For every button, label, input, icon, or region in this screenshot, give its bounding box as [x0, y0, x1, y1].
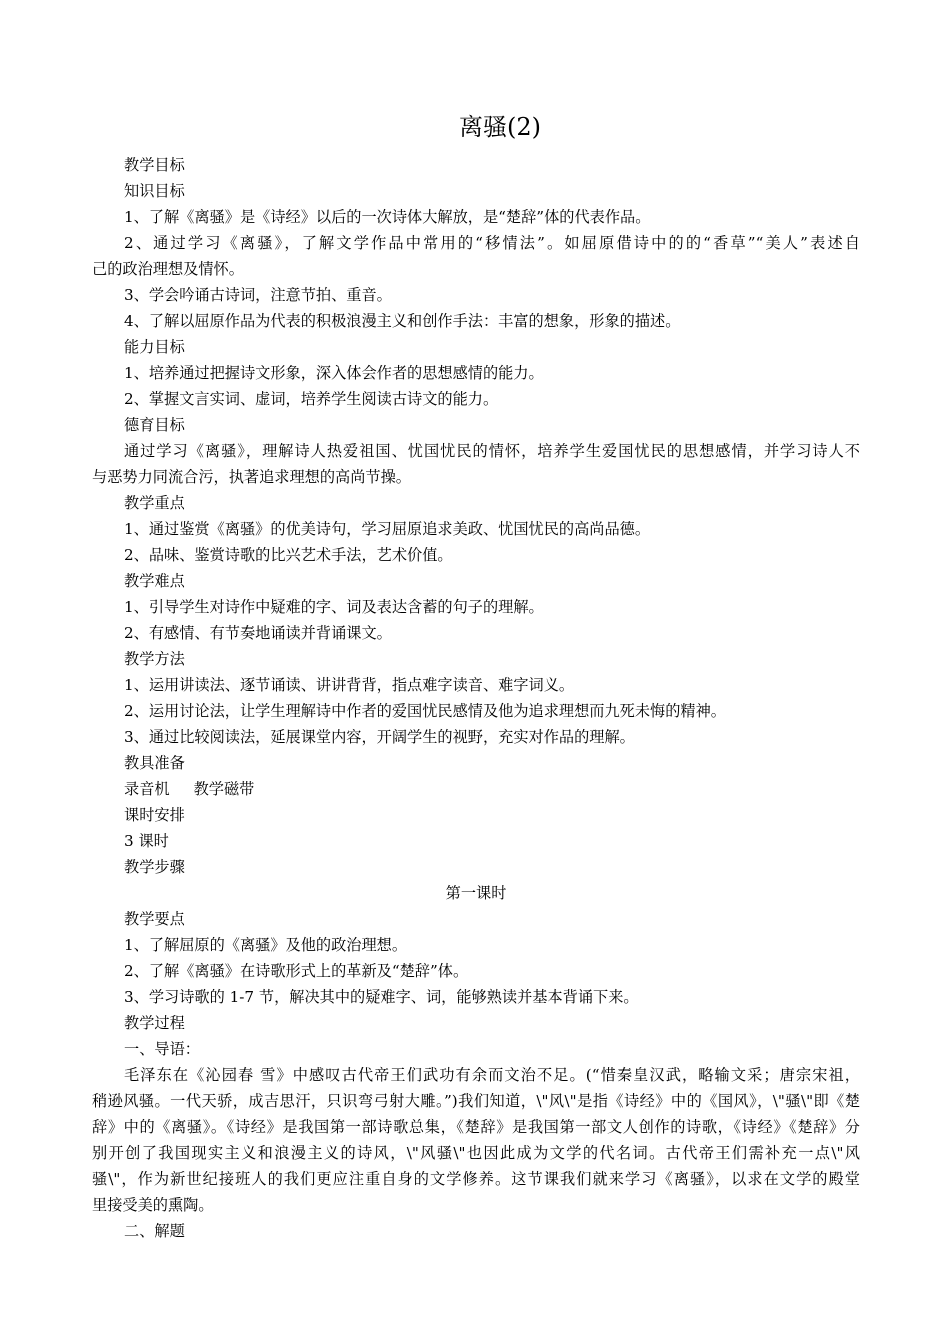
paragraph-line: 通过学习《离骚》，理解诗人热爱祖国、忧国忧民的情怀，培养学生爱国忧民的思想感情，并学习诗人不: [124, 442, 860, 460]
paragraph-line: 稍逊风骚。一代天骄，成吉思汗，只识弯弓射大雕。”)我们知道，\"风\"是指《诗经》中的《国风》，\"骚\"即《楚: [92, 1092, 860, 1110]
paragraph-line: 3、通过比较阅读法，延展课堂内容，开阔学生的视野，充实对作品的理解。: [124, 728, 635, 746]
paragraph-line: 骚\"，作为新世纪接班人的我们更应注重自身的文学修养。这节课我们就来学习《离骚》，以求在文学的殿堂: [92, 1170, 860, 1188]
paragraph-line: 一、导语：: [124, 1040, 200, 1058]
paragraph-line: 教学难点: [124, 572, 185, 590]
paragraph-line: 教学要点: [124, 910, 185, 928]
paragraph-line: 1、培养通过把握诗文形象，深入体会作者的思想感情的能力。: [124, 364, 544, 382]
document-body: [92, 152, 860, 1244]
document-title: 离骚(2): [459, 113, 541, 141]
paragraph-line: 1、了解屈原的《离骚》及他的政治理想。: [124, 936, 408, 954]
line-text-secondary: 教学磁带: [193, 780, 255, 798]
paragraph-line: 里接受美的熏陶。: [92, 1196, 214, 1214]
paragraph-line: 3 课时: [124, 832, 169, 850]
paragraph-line: 毛泽东在《沁园春 雪》中感叹古代帝王们武功有余而文治不足。(“惜秦皇汉武，略输文采；唐宗宋祖，: [124, 1066, 860, 1084]
paragraph-line: 教学步骤: [124, 858, 185, 876]
paragraph-line: 课时安排: [124, 806, 185, 824]
paragraph-line: 2、了解《离骚》在诗歌形式上的革新及“楚辞”体。: [124, 962, 469, 980]
paragraph-line: 辞》中的《离骚》。《诗经》是我国第一部诗歌总集，《楚辞》是我国第一部文人创作的诗歌，《诗经》《楚辞》分: [92, 1118, 860, 1136]
paragraph-line: 4、了解以屈原作品为代表的积极浪漫主义和创作手法：丰富的想象，形象的描述。: [124, 312, 681, 330]
paragraph-line: 1、运用讲读法、逐节诵读、讲讲背背，指点难字读音、难字词义。: [124, 676, 575, 694]
paragraph-line: 3、学会吟诵古诗词，注意节拍、重音。: [124, 286, 392, 304]
paragraph-line: 教学方法: [124, 650, 185, 668]
paragraph-line: 1、通过鉴赏《离骚》的优美诗句，学习屈原追求美政、忧国忧民的高尚品德。: [124, 520, 651, 538]
paragraph-line: 知识目标: [124, 182, 185, 200]
paragraph-line: [92, 776, 860, 802]
paragraph-line: 1、引导学生对诗作中疑难的字、词及表达含蓄的句子的理解。: [124, 598, 544, 616]
paragraph-line: 2、运用讨论法，让学生理解诗中作者的爱国忧民感情及他为追求理想而九死未悔的精神。: [124, 702, 726, 720]
paragraph-line: 1、了解《离骚》是《诗经》以后的一次诗体大解放，是“楚辞”体的代表作品。: [124, 208, 651, 226]
paragraph-line: 己的政治理想及情怀。: [92, 260, 244, 278]
paragraph-line: 教学重点: [124, 494, 185, 512]
paragraph-line: 3、学习诗歌的 1-7 节，解决其中的疑难字、词，能够熟读并基本背诵下来。: [124, 988, 639, 1006]
paragraph-line: 与恶势力同流合污，执著追求理想的高尚节操。: [92, 468, 411, 486]
paragraph-line: 2、掌握文言实词、虚词，培养学生阅读古诗文的能力。: [124, 390, 499, 408]
paragraph-line: 第一课时: [445, 884, 507, 902]
paragraph-line: 教学目标: [124, 156, 185, 174]
paragraph-line: 2、品味、鉴赏诗歌的比兴艺术手法，艺术价值。: [124, 546, 453, 564]
paragraph-line: 2、通过学习《离骚》，了解文学作品中常用的“移情法”。如屈原借诗中的的“香草”“美人”表述自: [124, 234, 860, 252]
line-text: 录音机: [124, 780, 170, 798]
paragraph-line: 德育目标: [124, 416, 185, 434]
paragraph-line: 教具准备: [124, 754, 185, 772]
paragraph-line: 别开创了我国现实主义和浪漫主义的诗风，\"风骚\"也因此成为文学的代名词。古代帝王们需补充一点\"风: [92, 1144, 860, 1162]
paragraph-line: 教学过程: [124, 1014, 185, 1032]
paragraph-line: 2、有感情、有节奏地诵读并背诵课文。: [124, 624, 392, 642]
paragraph-line: 二、解题: [124, 1222, 185, 1240]
paragraph-line: 能力目标: [124, 338, 185, 356]
